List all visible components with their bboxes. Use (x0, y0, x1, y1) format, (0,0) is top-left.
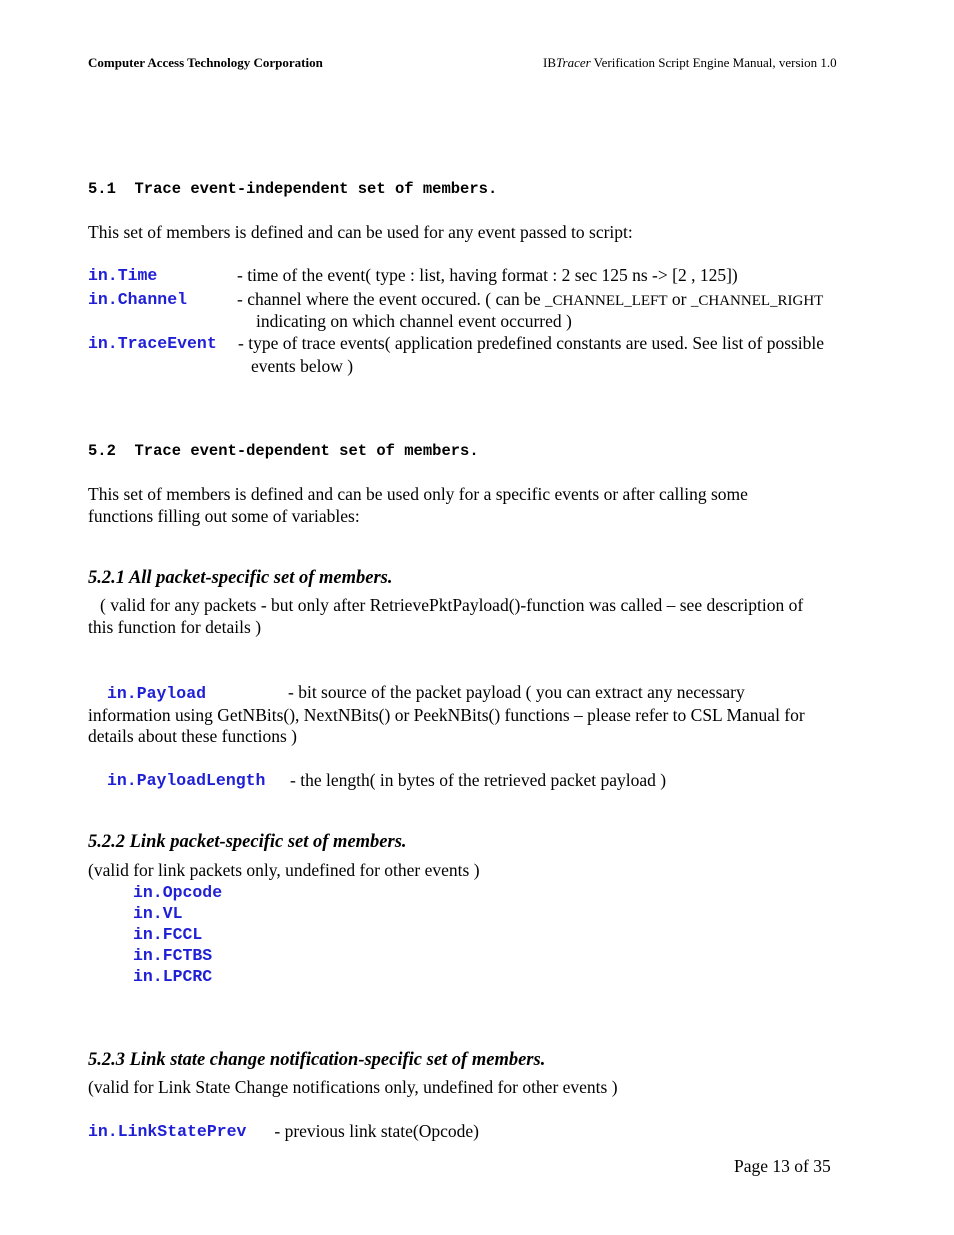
section-5-2-3-heading: 5.2.3 Link state change notification-specific set of members. (88, 1050, 546, 1070)
const-channel-left: _CHANNEL_LEFT (545, 293, 668, 309)
member-in-channel-desc (237, 289, 823, 310)
member-in-fccl: in.FCCL (133, 925, 203, 944)
section-5-2-intro-line2: functions filling out some of variables: (88, 506, 360, 526)
member-in-payload-desc: - bit source of the packet payload ( you can extract any necessary (288, 682, 745, 702)
member-in-channel: in.Channel (88, 290, 188, 309)
header-title-italic: Tracer (556, 55, 591, 70)
member-in-payloadlength-desc: - the length( in bytes of the retrieved packet payload ) (290, 770, 667, 790)
section-5-2-3-note: (valid for Link State Change notifications only, undefined for other events ) (88, 1077, 618, 1097)
member-in-time: in.Time (88, 266, 158, 285)
member-in-linkstateprev: in.LinkStatePrev (88, 1122, 247, 1141)
section-5-2-intro-line1: This set of members is defined and can be used only for a specific events or after calling some (88, 484, 748, 504)
member-in-payload-desc-line2: information using GetNBits(), NextNBits() or PeekNBits() functions – please refer to CSL Manual for (88, 705, 805, 725)
header-company: Computer Access Technology Corporation (88, 55, 323, 70)
channel-desc-or: or (667, 289, 691, 309)
member-in-payload-desc-line3: details about these functions ) (88, 726, 297, 746)
channel-desc-part-a: - channel where the event occured. ( can be (237, 289, 546, 309)
member-in-traceevent-desc: - type of trace events( application predefined constants are used. See list of possible (238, 333, 825, 353)
member-in-vl: in.VL (133, 904, 183, 923)
section-5-1-intro: This set of members is defined and can be used for any event passed to script: (88, 222, 633, 242)
member-in-traceevent: in.TraceEvent (88, 334, 217, 353)
member-in-traceevent-desc-cont: events below ) (251, 356, 354, 376)
header-title-suffix: Verification Script Engine Manual, version 1.0 (590, 55, 837, 70)
section-5-2-1-note-line1: ( valid for any packets - but only after RetrievePktPayload()-function was called – see description of (100, 595, 804, 615)
const-channel-right: _CHANNEL_RIGHT (690, 293, 824, 309)
member-in-lpcrc: in.LPCRC (133, 967, 213, 986)
member-in-fctbs: in.FCTBS (133, 946, 213, 965)
member-in-opcode: in.Opcode (133, 883, 223, 902)
member-in-time-desc: - time of the event( type : list, having format : 2 sec 125 ns -> [2 , 125]) (237, 265, 738, 285)
member-in-linkstateprev-desc: - previous link state(Opcode) (270, 1121, 479, 1141)
header-manual-title (543, 55, 837, 71)
section-5-2-1-note-line2: this function for details ) (88, 617, 262, 637)
header-title-prefix: IB (543, 55, 556, 70)
section-5-2-2-note: (valid for link packets only, undefined for other events ) (88, 860, 480, 880)
section-5-2-2-heading: 5.2.2 Link packet-specific set of members. (88, 832, 407, 852)
section-5-1-heading: 5.1 Trace event-independent set of members. (88, 180, 498, 198)
member-in-payloadlength: in.PayloadLength (107, 771, 266, 790)
section-5-2-heading: 5.2 Trace event-dependent set of members. (88, 442, 479, 460)
member-in-channel-desc-cont: indicating on which channel event occurred ) (256, 311, 572, 331)
member-in-payload: in.Payload (107, 684, 207, 703)
page-number: Page 13 of 35 (734, 1156, 831, 1176)
section-5-2-1-heading: 5.2.1 All packet-specific set of members. (88, 568, 393, 588)
